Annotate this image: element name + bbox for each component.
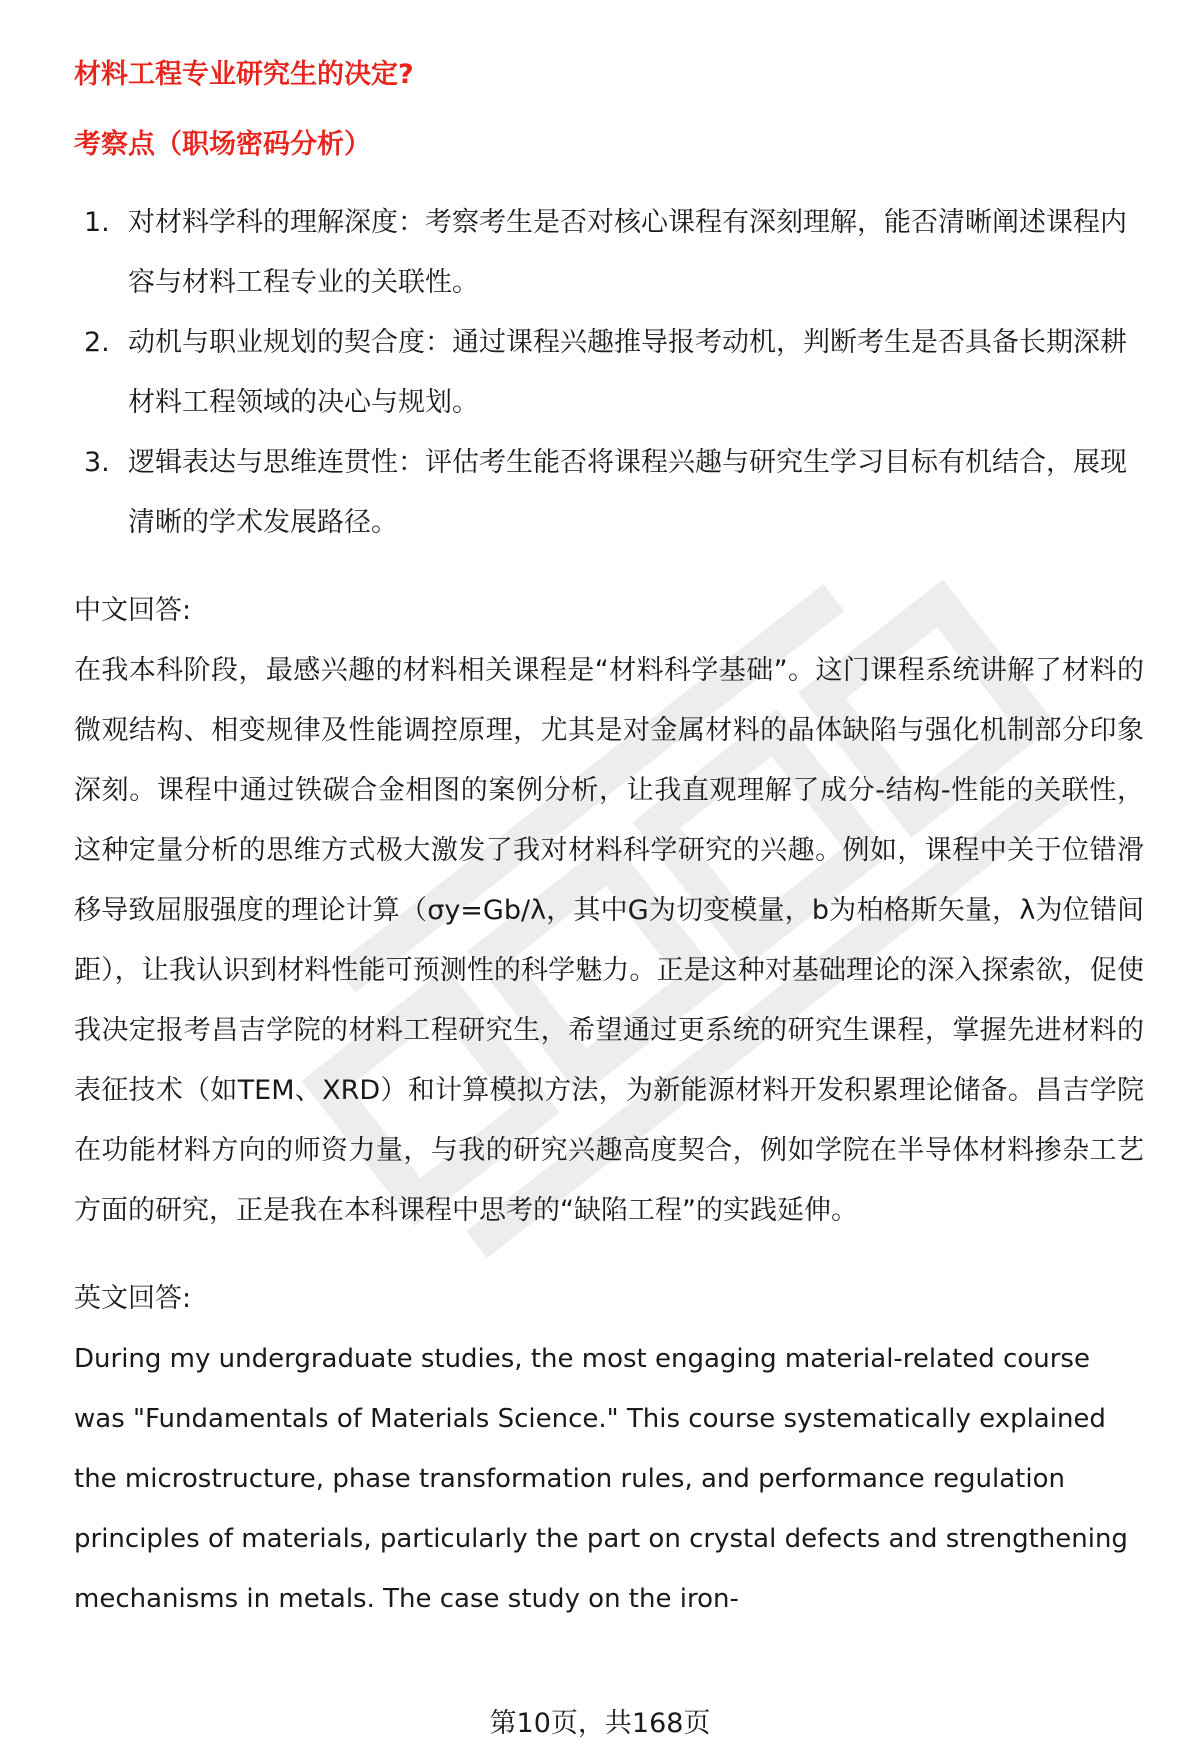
list-number: 1.	[84, 207, 110, 238]
list-text: 对材料学科的理解深度：考察考生是否对核心课程有深刻理解，能否清晰阐述课程内容与材料工程专业的关联性。	[128, 207, 1127, 298]
chinese-answer-text: 在我本科阶段，最感兴趣的材料相关课程是“材料科学基础”。这门课程系统讲解了材料的微观结构、相变规律及性能调控原理，尤其是对金属材料的晶体缺陷与强化机制部分印象深刻。课程中通过铁碳合金相图的案例分析，让我直观理解了成分-结构-性能的关联性，这种定量分析的思维方式极大激发了我对材料科学研究的兴趣。例如，课程中关于位错滑移导致屈服强度的理论计算（σy=Gb/λ，其中G为切变模量，b为柏格斯矢量，λ为位错间距），让我认识到材料性能可预测性的科学魅力。正是这种对基础理论的深入探索欲，促使我决定报考昌吉学院的材料工程研究生，希望通过更系统的研究生课程，掌握先进材料的表征技术（如TEM、XRD）和计算模拟方法，为新能源材料开发积累理论储备。昌吉学院在功能材料方向的师资力量，与我的研究兴趣高度契合，例如学院在半导体材料掺杂工艺方面的研究，正是我在本科课程中思考的“缺陷工程”的实践延伸。	[74, 655, 1144, 1226]
list-item	[74, 433, 1138, 553]
english-answer-label: 英文回答:	[74, 1283, 192, 1314]
question-title: 材料工程专业研究生的决定?	[74, 59, 414, 90]
assessment-heading: 考察点（职场密码分析）	[74, 129, 371, 160]
list-text: 动机与职业规划的契合度：通过课程兴趣推导报考动机，判断考生是否具备长期深耕材料工程领域的决心与规划。	[128, 327, 1127, 418]
list-item	[74, 193, 1138, 313]
assessment-points-list	[74, 193, 1144, 553]
document-body	[74, 55, 1144, 1629]
english-answer-text: During my undergraduate studies, the most engaging material-related course was "Fundamentals of Materials Science." This course systematically explained the microstructure, phase transformation rules, and performance regulation principles of materials, particularly the part on crystal defects and strengthening mechanisms in metals. The case study on the iron-	[74, 1344, 1128, 1614]
list-number: 2.	[84, 327, 110, 358]
page-footer: 第10页，共168页	[489, 1708, 711, 1739]
list-number: 3.	[84, 447, 110, 478]
chinese-answer-label: 中文回答:	[74, 595, 192, 626]
list-item	[74, 313, 1138, 433]
list-text: 逻辑表达与思维连贯性：评估考生能否将课程兴趣与研究生学习目标有机结合，展现清晰的学术发展路径。	[128, 447, 1127, 538]
